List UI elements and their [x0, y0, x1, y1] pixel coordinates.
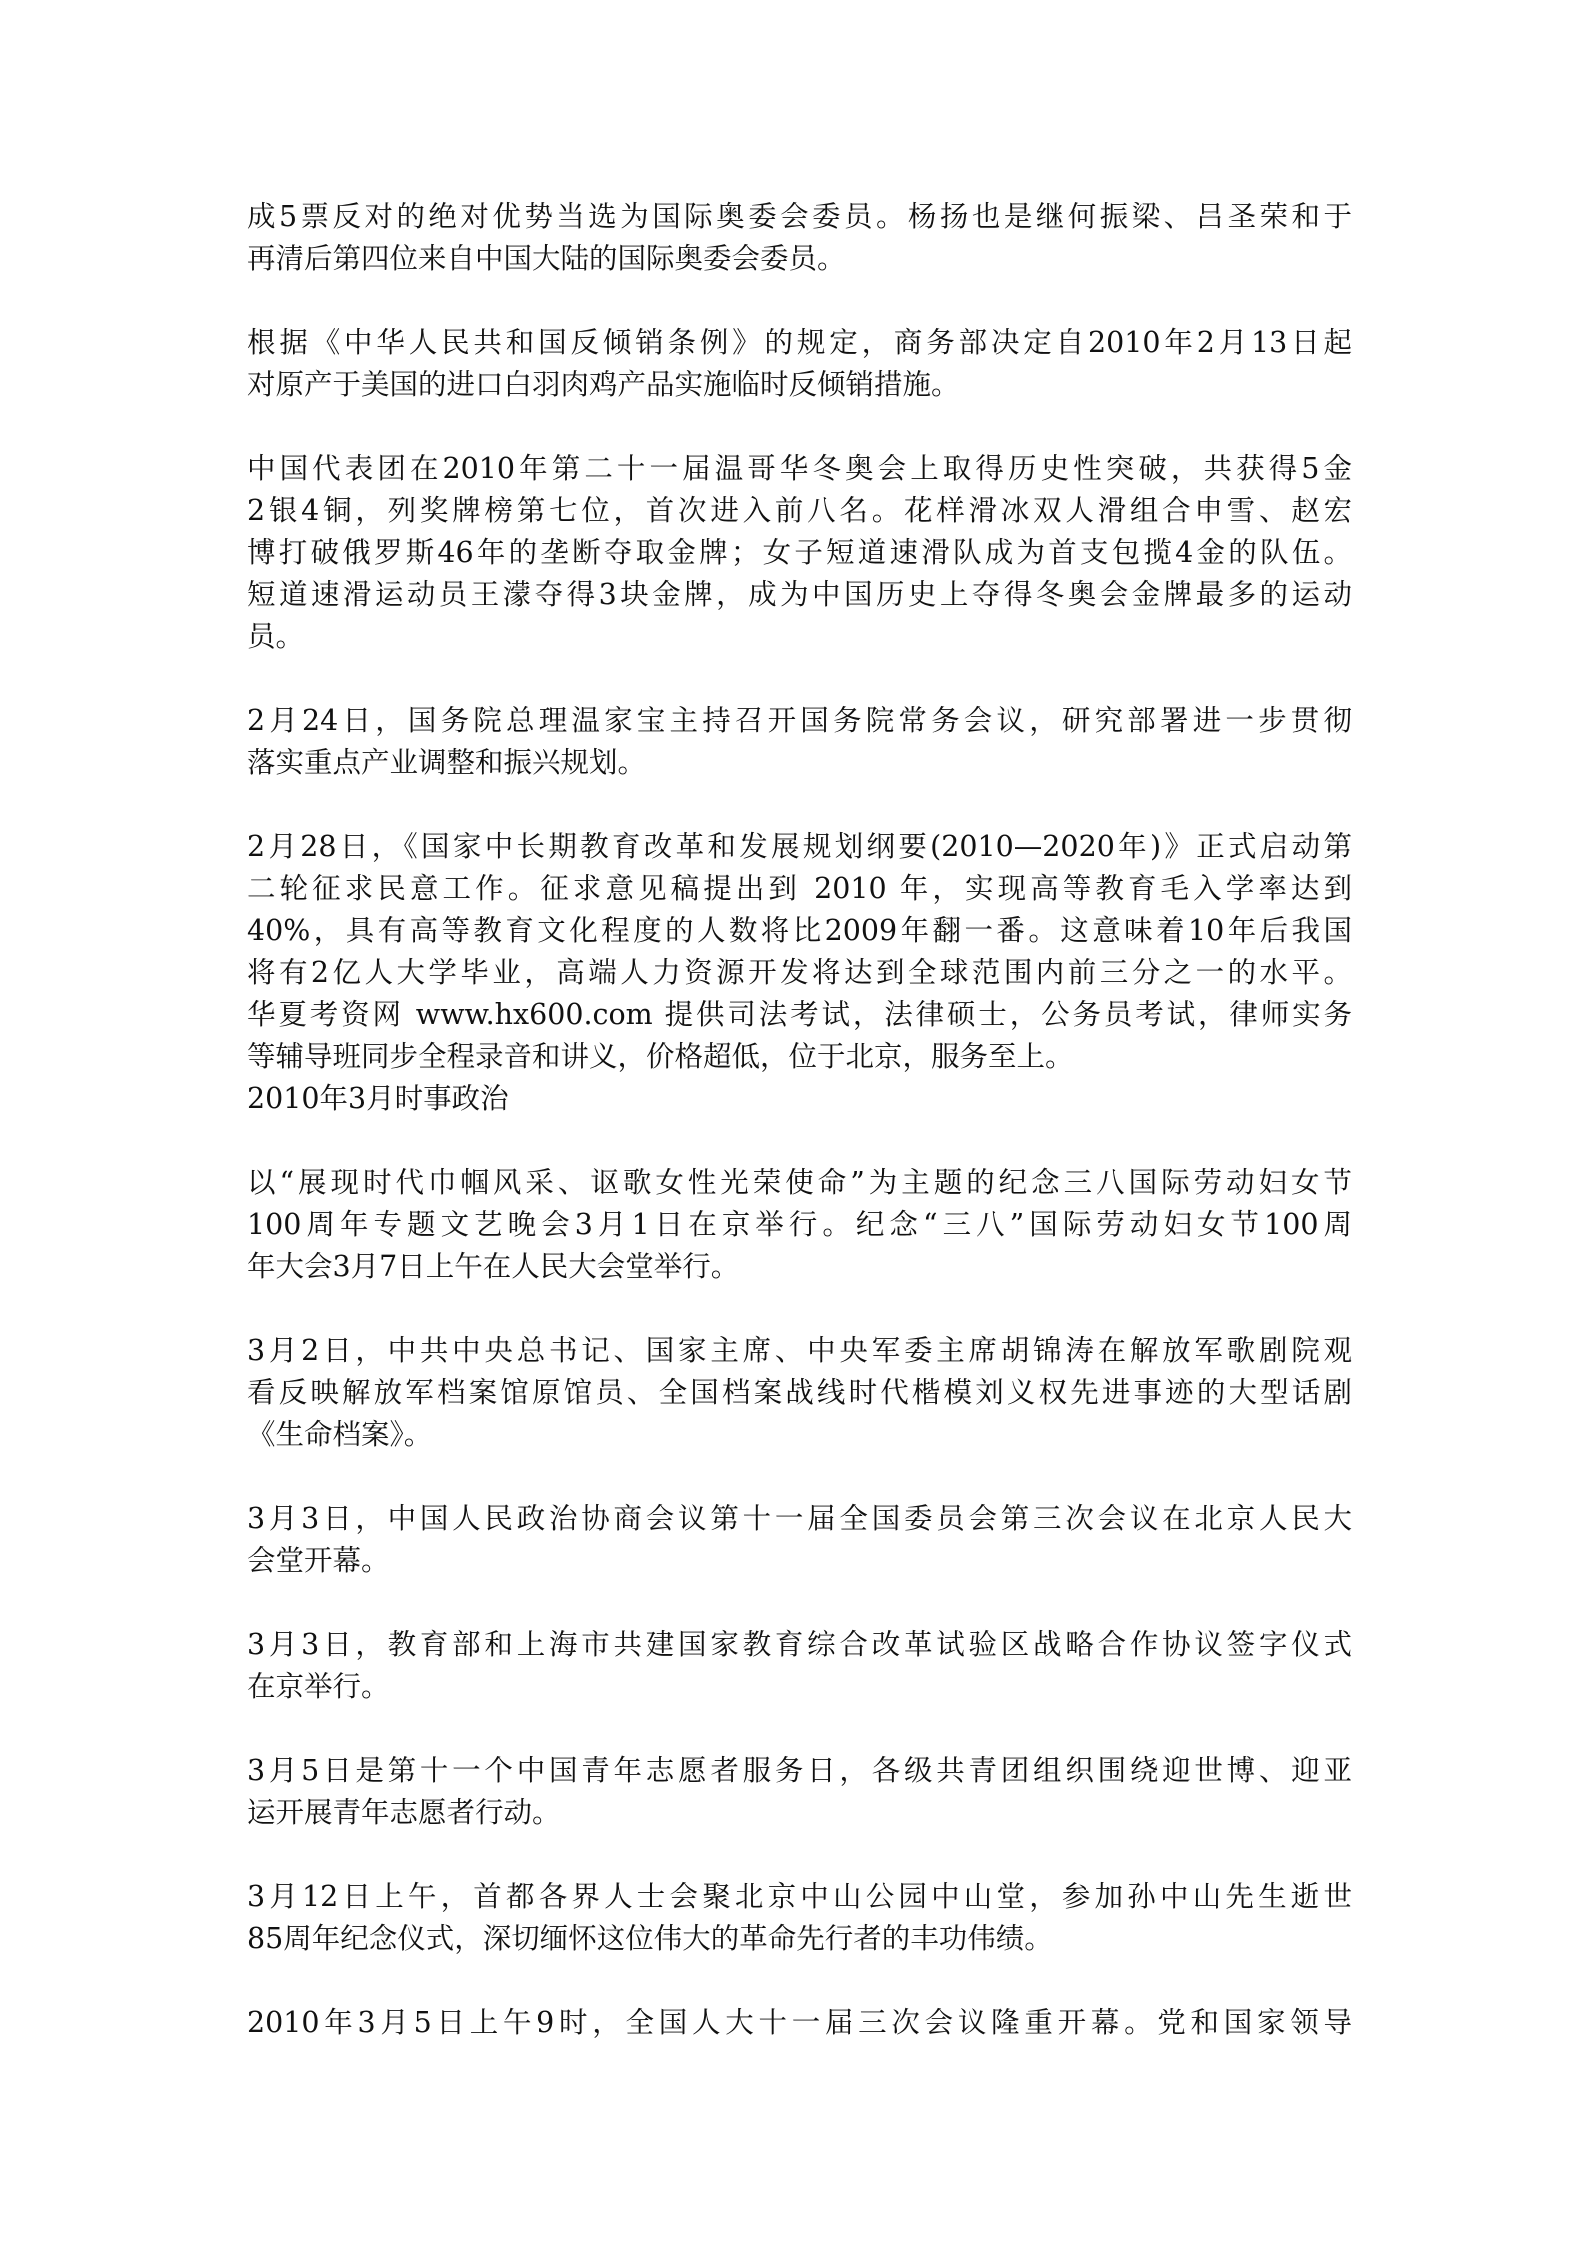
- text-line: 3月2日，中共中央总书记、国家主席、中央军委主席胡锦涛在解放军歌剧院观: [247, 1334, 1352, 1367]
- text-line: 二轮征求民意工作。征求意见稿提出到 2010 年，实现高等教育毛入学率达到: [247, 872, 1352, 905]
- text-line: 3月12日上午，首都各界人士会聚北京中山公园中山堂，参加孙中山先生逝世: [247, 1880, 1352, 1913]
- text-line: 短道速滑运动员王濛夺得3块金牌，成为中国历史上夺得冬奥会金牌最多的运动: [247, 578, 1352, 611]
- paragraph-sun-yatsen: [247, 1876, 1352, 1960]
- text-line: 将有2亿人大学毕业，高端人力资源开发将达到全球范围内前三分之一的水平。: [247, 956, 1352, 989]
- text-line: 《生命档案》。: [247, 1418, 433, 1451]
- paragraph-winter-olympics: [247, 448, 1352, 658]
- text-line: 员。: [247, 620, 305, 653]
- text-line: 3月3日，中国人民政治协商会议第十一届全国委员会第三次会议在北京人民大: [247, 1502, 1352, 1535]
- paragraph-state-council: [247, 700, 1352, 784]
- text-line: 再清后第四位来自中国大陆的国际奥委会委员。: [247, 242, 846, 275]
- text-line: 85周年纪念仪式，深切缅怀这位伟大的革命先行者的丰功伟绩。: [247, 1922, 1053, 1955]
- text-line: 以“展现时代巾帼风采、讴歌女性光荣使命”为主题的纪念三八国际劳动妇女节: [247, 1166, 1352, 1199]
- text-line: 对原产于美国的进口白羽肉鸡产品实施临时反倾销措施。: [247, 368, 960, 401]
- text-line: 等辅导班同步全程录音和讲义，价格超低，位于北京，服务至上。: [247, 1040, 1074, 1073]
- text-line: 看反映解放军档案馆原馆员、全国档案战线时代楷模刘义权先进事迹的大型话剧: [247, 1376, 1352, 1409]
- text-line: 会堂开幕。: [247, 1544, 390, 1577]
- document-body: [247, 196, 1352, 2044]
- text-line: 2010年3月5日上午9时，全国人大十一届三次会议隆重开幕。党和国家领导: [247, 2006, 1352, 2039]
- text-line: 博打破俄罗斯46年的垄断夺取金牌；女子短道速滑队成为首支包揽4金的队伍。: [247, 536, 1352, 569]
- text-line: 华夏考资网 www.hx600.com 提供司法考试，法律硕士，公务员考试，律师实务: [247, 998, 1352, 1031]
- text-line: 2银4铜，列奖牌榜第七位，首次进入前八名。花样滑冰双人滑组合申雪、赵宏: [247, 494, 1352, 527]
- text-line: 运开展青年志愿者行动。: [247, 1796, 561, 1829]
- text-line: 100周年专题文艺晚会3月1日在京举行。纪念“三八”国际劳动妇女节100周: [247, 1208, 1352, 1241]
- paragraph-volunteer-day: [247, 1750, 1352, 1834]
- text-line: 落实重点产业调整和振兴规划。: [247, 746, 647, 779]
- text-line: 在京举行。: [247, 1670, 390, 1703]
- text-line: 3月5日是第十一个中国青年志愿者服务日，各级共青团组织围绕迎世博、迎亚: [247, 1754, 1352, 1787]
- text-line: 2月28日，《国家中长期教育改革和发展规划纲要(2010—2020年)》正式启动第: [247, 830, 1352, 863]
- text-line: 40%，具有高等教育文化程度的人数将比2009年翻一番。这意味着10年后我国: [247, 914, 1352, 947]
- paragraph-education-plan: [247, 826, 1352, 1120]
- paragraph-cppcc: [247, 1498, 1352, 1582]
- paragraph-ioc-member: [247, 196, 1352, 280]
- paragraph-life-archive: [247, 1330, 1352, 1456]
- text-line: 3月3日，教育部和上海市共建国家教育综合改革试验区战略合作协议签字仪式: [247, 1628, 1352, 1661]
- paragraph-anti-dumping: [247, 322, 1352, 406]
- section-heading: 2010年3月时事政治: [247, 1082, 509, 1115]
- paragraph-womens-day: [247, 1162, 1352, 1288]
- text-line: 年大会3月7日上午在人民大会堂举行。: [247, 1250, 740, 1283]
- text-line: 成5票反对的绝对优势当选为国际奥委会委员。杨扬也是继何振梁、吕圣荣和于: [247, 200, 1352, 233]
- text-line: 中国代表团在2010年第二十一届温哥华冬奥会上取得历史性突破，共获得5金: [247, 452, 1352, 485]
- paragraph-shanghai-education: [247, 1624, 1352, 1708]
- text-line: 根据《中华人民共和国反倾销条例》的规定，商务部决定自2010年2月13日起: [247, 326, 1352, 359]
- text-line: 2月24日，国务院总理温家宝主持召开国务院常务会议，研究部署进一步贯彻: [247, 704, 1352, 737]
- paragraph-npc-session: [247, 2002, 1352, 2044]
